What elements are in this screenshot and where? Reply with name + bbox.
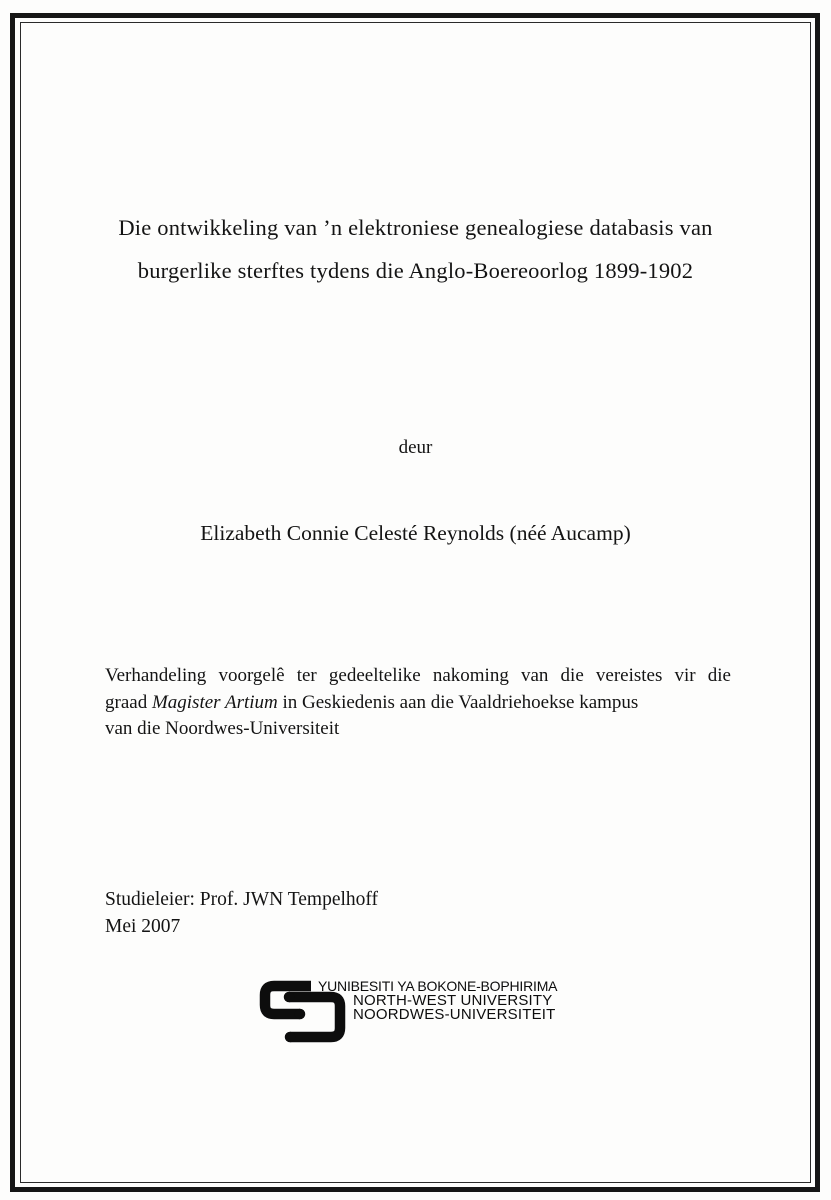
logo-link-left-end [295, 1009, 306, 1020]
degree-statement-line-2-pre: graad [105, 691, 152, 713]
degree-statement [105, 663, 731, 743]
logo-text-setswana: YUNIBESITI YA BOKONE-BOPHIRIMA [318, 978, 558, 994]
supervisor-line: Studieleier: Prof. JWN Tempelhoff [105, 889, 379, 910]
thesis-title-line-1: Die ontwikkeling van ’n elektroniese genealogiese databasis van [118, 215, 713, 240]
logo-link-right-end-bottom [285, 1032, 296, 1043]
logo-link-right-end-top [284, 992, 295, 1003]
nwu-logo [259, 978, 589, 1050]
degree-statement-line-2-post: in Geskiedenis aan die Vaaldriehoekse kampus [277, 691, 639, 713]
author-name: Elizabeth Connie Celesté Reynolds (néé Aucamp) [200, 521, 631, 545]
degree-statement-line-2 [105, 690, 731, 717]
logo-text-afrikaans: NOORDWES-UNIVERSITEIT [353, 1006, 556, 1024]
thesis-title-line-2: burgerlike sterftes tydens die Anglo-Boereoorlog 1899-1902 [137, 258, 694, 283]
nwu-logo-text [318, 979, 588, 1023]
byline-label: deur [398, 437, 433, 458]
degree-name-italic: Magister Artium [151, 691, 278, 713]
thesis-title [60, 206, 771, 292]
date-line: Mei 2007 [105, 916, 181, 937]
logo-text-english: NORTH-WEST UNIVERSITY [353, 991, 553, 1009]
degree-statement-line-3: van die Noordwes-Universiteit [105, 718, 340, 739]
degree-statement-line-1: Verhandeling voorgelê ter gedeeltelike nakoming van die vereistes vir die [105, 665, 731, 686]
supervisor-block [105, 886, 378, 940]
